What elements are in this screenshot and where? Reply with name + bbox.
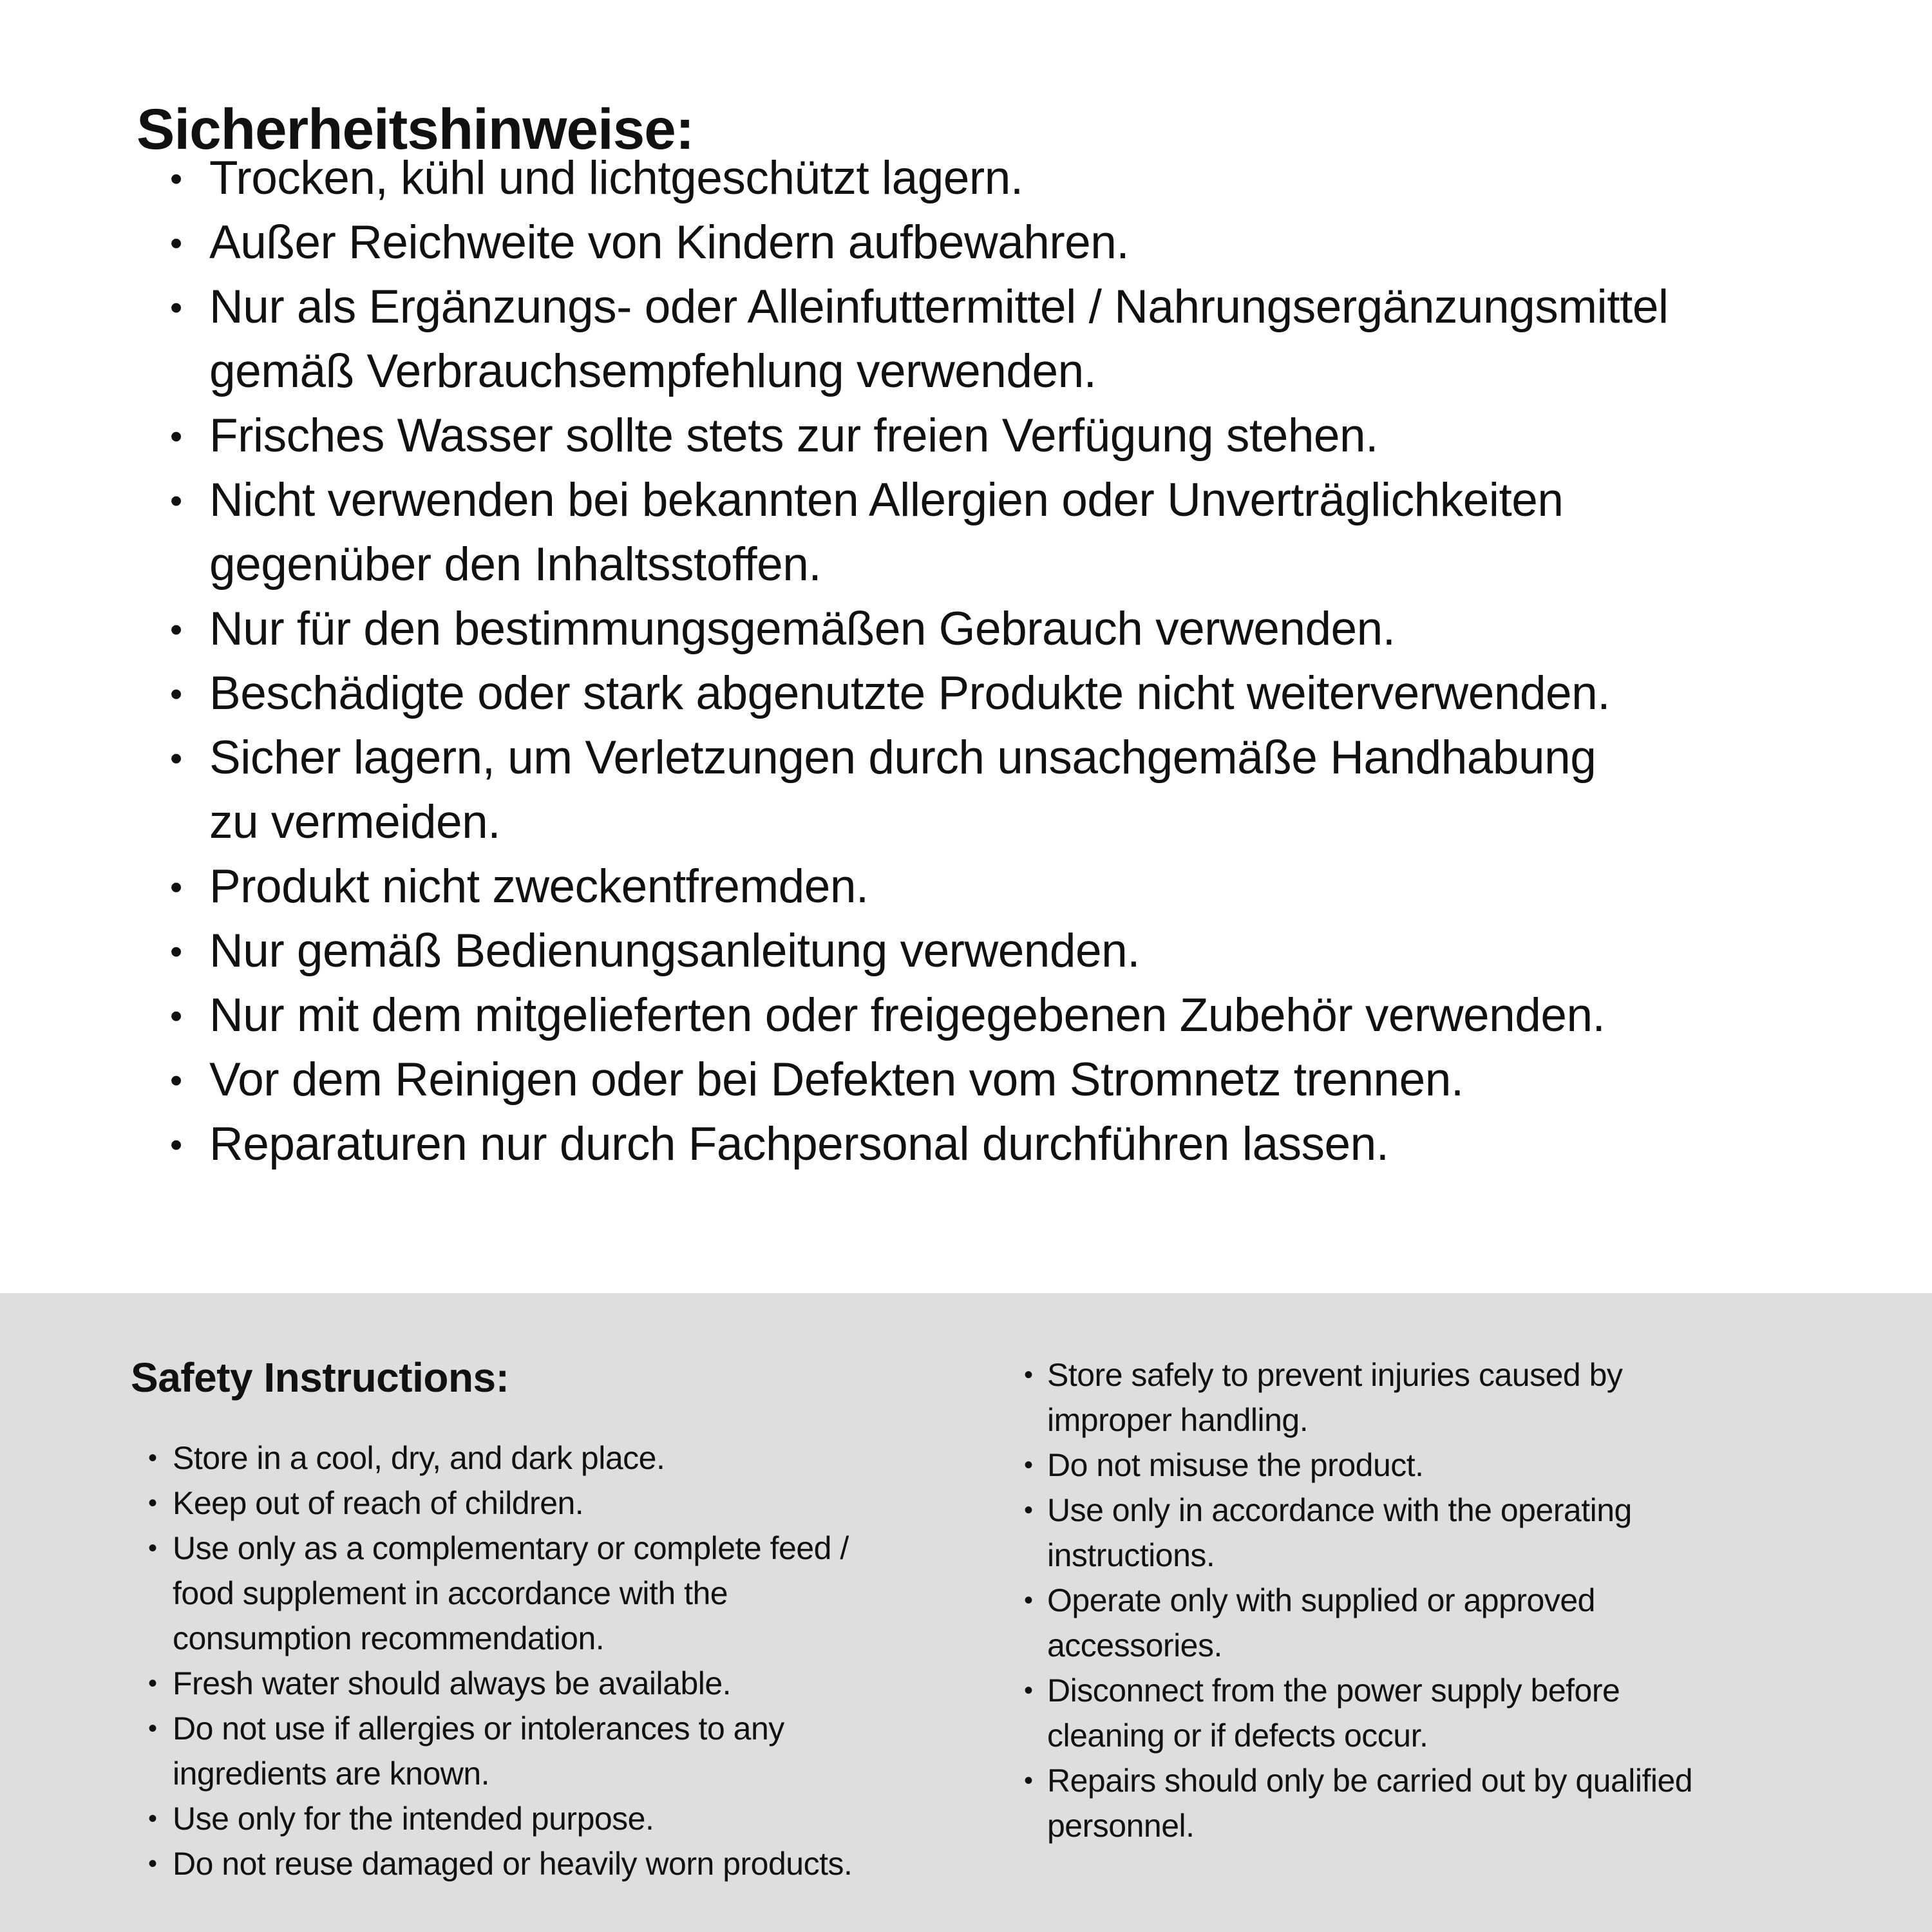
list-item — [137, 146, 1824, 211]
list-item — [137, 726, 1824, 855]
list-item-line: gemäß Verbrauchsempfehlung verwenden. — [209, 345, 1097, 397]
list-item-line: • Beschädigte oder stark abgenutzte Produkte nicht weiterverwenden. — [209, 667, 1611, 719]
list-item-line: food supplement in accordance with the — [173, 1575, 728, 1612]
list-item-line: • Store safely to prevent injuries caused by — [1047, 1357, 1623, 1393]
list-item — [137, 597, 1824, 661]
english-safety-section — [0, 1293, 1932, 1932]
list-item — [131, 1435, 987, 1481]
list-item — [137, 855, 1824, 919]
list-item-line: • Store in a cool, dry, and dark place. — [173, 1440, 665, 1477]
english-left-column — [131, 1293, 987, 1886]
list-item — [131, 1481, 987, 1526]
list-item-line: • Produkt nicht zweckentfremden. — [209, 860, 869, 913]
list-item — [137, 983, 1824, 1048]
list-item-line: • Disconnect from the power supply before — [1047, 1672, 1620, 1709]
list-item-line: • Nur als Ergänzungs- oder Alleinfuttermittel / Nahrungsergänzungsmittel — [209, 281, 1669, 333]
list-item-line: • Vor dem Reinigen oder bei Defekten vom Stromnetz trennen. — [209, 1054, 1464, 1106]
list-item — [131, 1796, 987, 1841]
list-item — [137, 661, 1824, 726]
list-item-line: • Fresh water should always be available. — [173, 1665, 732, 1702]
list-item-line: • Do not misuse the product. — [1047, 1447, 1424, 1483]
list-item — [137, 1112, 1824, 1177]
list-item-line: accessories. — [1047, 1627, 1222, 1663]
english-safety-list-left — [131, 1435, 987, 1886]
list-item-line: • Nur für den bestimmungsgemäßen Gebrauch verwenden. — [209, 603, 1396, 655]
list-item — [131, 1841, 987, 1886]
list-item — [1024, 1578, 1887, 1668]
list-item — [1024, 1352, 1887, 1443]
english-safety-list-right — [1024, 1352, 1887, 1848]
list-item-line: • Nicht verwenden bei bekannten Allergien oder Unverträglichkeiten — [209, 474, 1564, 526]
list-item-line: • Use only in accordance with the operating — [1047, 1492, 1632, 1528]
list-item-line: • Use only for the intended purpose. — [173, 1801, 654, 1837]
list-item-line: gegenüber den Inhaltsstoffen. — [209, 538, 822, 591]
list-item — [137, 1048, 1824, 1112]
list-item-line: • Außer Reichweite von Kindern aufbewahren. — [209, 216, 1130, 269]
list-item-line: cleaning or if defects occur. — [1047, 1718, 1428, 1754]
list-item-line: personnel. — [1047, 1808, 1195, 1844]
list-item-line: improper handling. — [1047, 1402, 1309, 1438]
german-safety-list — [137, 146, 1824, 1177]
list-item-line: • Nur gemäß Bedienungsanleitung verwenden. — [209, 925, 1140, 977]
list-item-line: • Do not reuse damaged or heavily worn products. — [173, 1846, 853, 1882]
list-item-line: • Frisches Wasser sollte stets zur freien Verfügung stehen. — [209, 410, 1378, 462]
list-item — [1024, 1443, 1887, 1488]
german-section-title: Sicherheitshinweise: — [137, 96, 694, 161]
list-item-line: ingredients are known. — [173, 1756, 490, 1792]
list-item — [1024, 1668, 1887, 1758]
list-item-line: • Repairs should only be carried out by qualified — [1047, 1763, 1693, 1799]
list-item — [137, 468, 1824, 597]
list-item-line: • Keep out of reach of children. — [173, 1485, 584, 1522]
list-item — [1024, 1488, 1887, 1578]
list-item — [137, 404, 1824, 468]
english-right-column — [1024, 1293, 1887, 1848]
list-item-line: • Operate only with supplied or approved — [1047, 1582, 1595, 1618]
list-item-line: • Trocken, kühl und lichtgeschützt lagern. — [209, 152, 1023, 204]
list-item-line: consumption recommendation. — [173, 1620, 605, 1657]
english-section-title: Safety Instructions: — [131, 1354, 509, 1401]
list-item-line: • Nur mit dem mitgelieferten oder freigegebenen Zubehör verwenden. — [209, 989, 1605, 1041]
list-item — [137, 275, 1824, 404]
list-item-line: • Sicher lagern, um Verletzungen durch unsachgemäße Handhabung — [209, 732, 1596, 784]
list-item — [131, 1526, 987, 1661]
list-item-line: • Do not use if allergies or intolerances to any — [173, 1710, 784, 1747]
list-item — [131, 1661, 987, 1706]
list-item — [131, 1706, 987, 1796]
list-item — [1024, 1758, 1887, 1848]
list-item-line: instructions. — [1047, 1537, 1215, 1573]
list-item — [137, 211, 1824, 275]
list-item-line: • Reparaturen nur durch Fachpersonal durchführen lassen. — [209, 1118, 1389, 1170]
list-item — [137, 919, 1824, 983]
list-item-line: zu vermeiden. — [209, 796, 500, 848]
list-item-line: • Use only as a complementary or complete feed / — [173, 1530, 849, 1567]
